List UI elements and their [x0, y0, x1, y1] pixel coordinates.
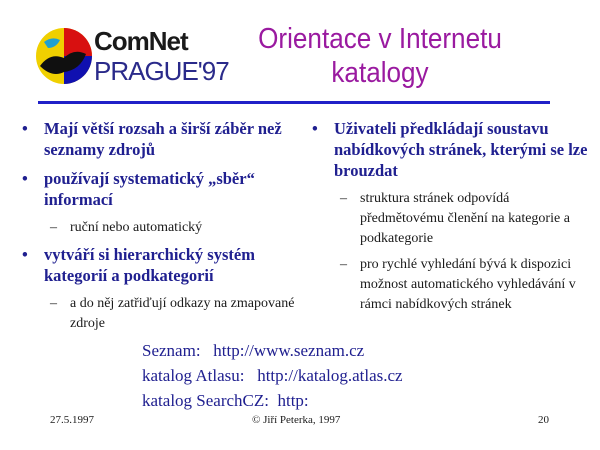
- globe-icon: [30, 22, 100, 92]
- sub-structure: – struktura stránek odpovídá předmětovému členění na kategorie a podkategorie: [310, 189, 595, 249]
- bullet-browse-pages: • Uživateli předkládají soustavu nabídkových stránek, kterými se lze brouzdat: [310, 118, 595, 181]
- footer-page-number: 20: [538, 414, 549, 426]
- bullet-collection: • používají systematický „sběr“ informací: [20, 168, 310, 210]
- link-atlas[interactable]: katalog Atlasu: http://katalog.atlas.cz: [142, 366, 403, 385]
- link-seznam[interactable]: Seznam: http://www.seznam.cz: [142, 341, 365, 360]
- title-divider: [38, 101, 550, 104]
- bullet-scope: • Mají větší rozsah a širší záběr než seznamy zdrojů: [20, 118, 310, 160]
- sub-sorting: – a do něj zatřiďují odkazy na zmapované zdroje: [20, 294, 310, 334]
- bullet-hierarchy: • vytváří si hierarchický systém kategorií a podkategorií: [20, 244, 310, 286]
- footer-author: © Jiří Peterka, 1997: [252, 414, 341, 426]
- right-column: [310, 118, 595, 321]
- logo-prague-text: PRAGUE'97: [94, 56, 229, 86]
- sub-manual-automatic: – ruční nebo automatický: [20, 218, 310, 238]
- comnet-logo: [30, 22, 229, 92]
- sub-search: – pro rychlé vyhledání bývá k dispozici možnost automatického vyhledávání v rámci nabídkových stránek: [310, 255, 595, 315]
- logo-comnet-text: ComNet: [94, 26, 188, 56]
- slide-title: [232, 22, 529, 90]
- title-line-1: Orientace v Internetu: [258, 23, 502, 55]
- left-column: [20, 118, 310, 340]
- link-list: [142, 338, 403, 413]
- link-searchcz[interactable]: katalog SearchCZ: http:: [142, 391, 309, 410]
- footer-date: 27.5.1997: [50, 414, 94, 426]
- title-line-2: katalogy: [331, 57, 429, 89]
